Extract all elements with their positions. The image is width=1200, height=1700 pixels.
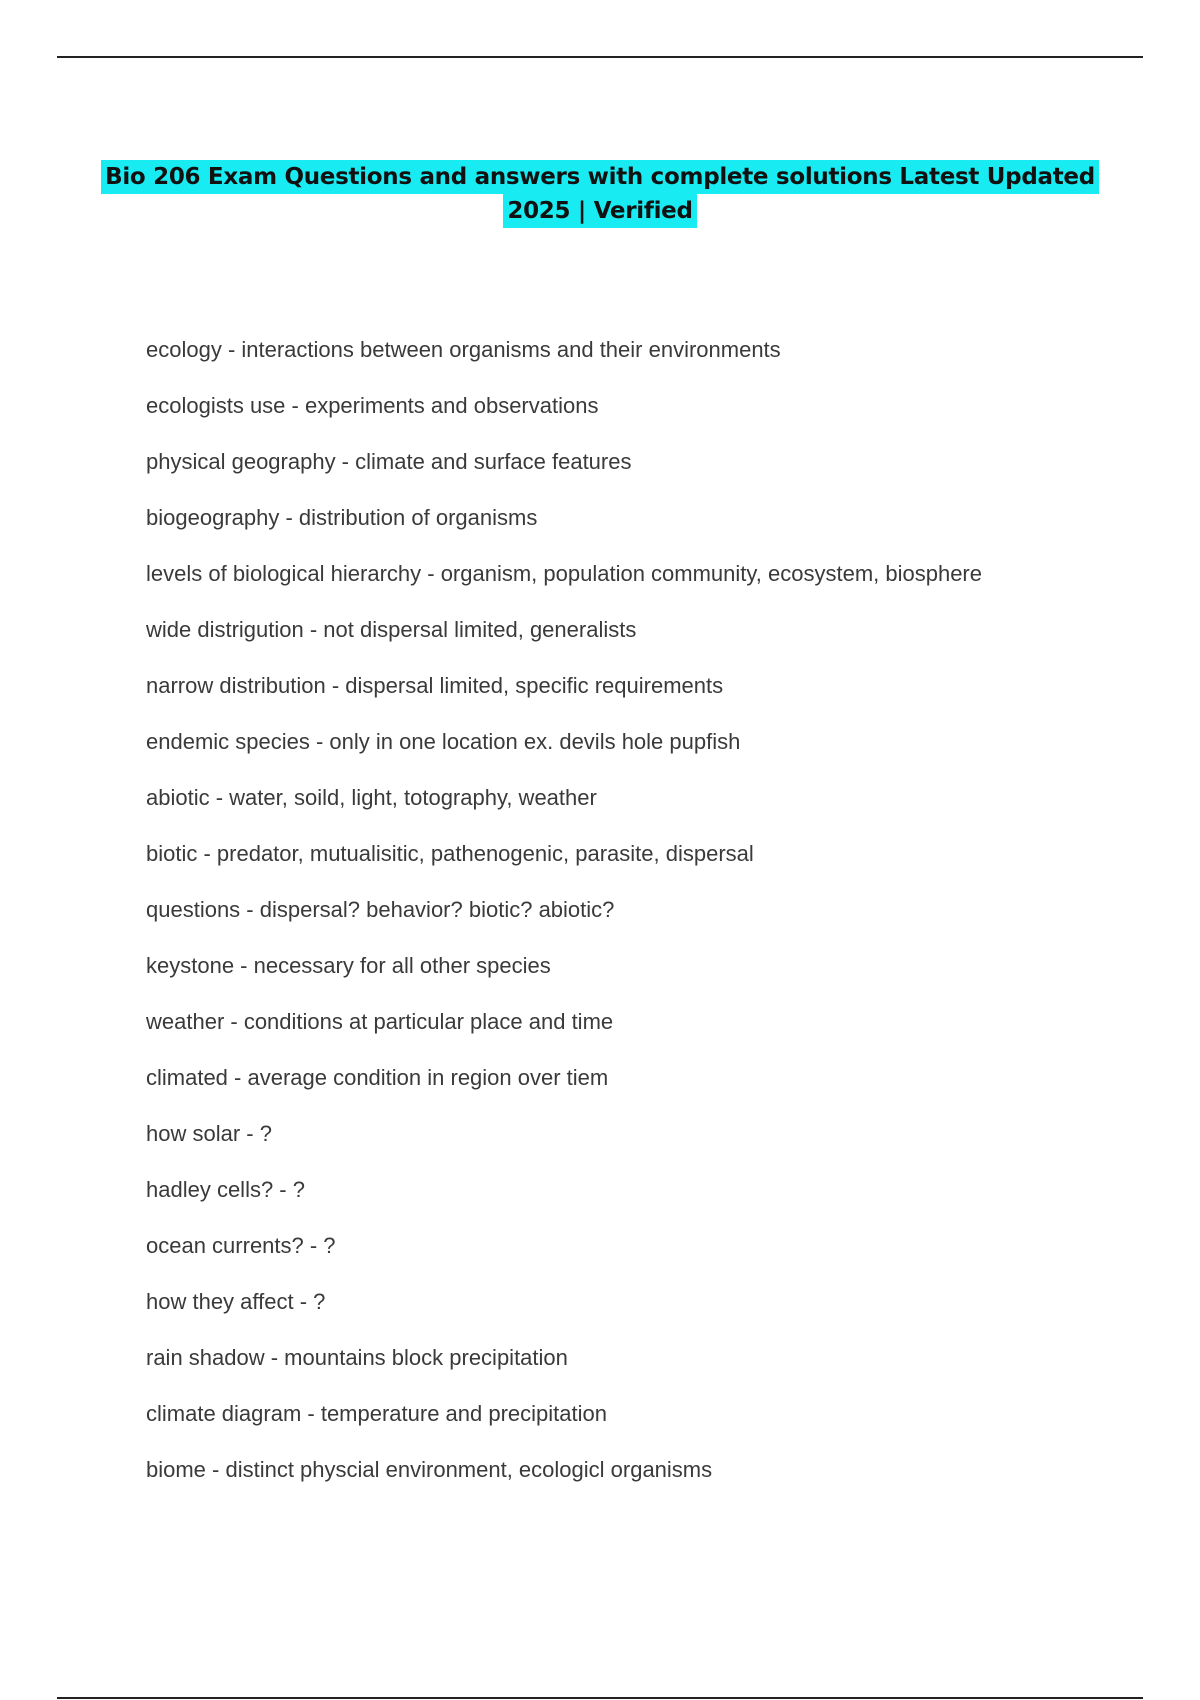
list-item: ocean currents? - ? xyxy=(146,1233,336,1258)
title-line-2: 2025 | Verified xyxy=(503,194,696,228)
list-item: hadley cells? - ? xyxy=(146,1177,305,1202)
list-item: endemic species - only in one location ex. devils hole pupfish xyxy=(146,729,741,754)
list-item: climated - average condition in region over tiem xyxy=(146,1065,609,1090)
qa-list xyxy=(146,333,982,1509)
list-item: questions - dispersal? behavior? biotic? abiotic? xyxy=(146,897,615,922)
list-item: narrow distribution - dispersal limited, specific requirements xyxy=(146,673,724,698)
list-item: physical geography - climate and surface features xyxy=(146,449,632,474)
document-title xyxy=(0,160,1200,228)
list-item: ecologists use - experiments and observations xyxy=(146,393,599,418)
list-item: wide distrigution - not dispersal limited, generalists xyxy=(146,617,637,642)
list-item: keystone - necessary for all other species xyxy=(146,953,551,978)
list-item: rain shadow - mountains block precipitation xyxy=(146,1345,568,1370)
top-rule xyxy=(57,56,1143,58)
list-item: biotic - predator, mutualisitic, pathenogenic, parasite, dispersal xyxy=(146,841,754,866)
list-item: climate diagram - temperature and precipitation xyxy=(146,1401,608,1426)
list-item: weather - conditions at particular place and time xyxy=(146,1009,614,1034)
list-item: biogeography - distribution of organisms xyxy=(146,505,538,530)
bottom-rule xyxy=(57,1697,1143,1699)
title-line-1: Bio 206 Exam Questions and answers with complete solutions Latest Updated xyxy=(101,160,1099,194)
list-item: abiotic - water, soild, light, totography, weather xyxy=(146,785,597,810)
list-item: how solar - ? xyxy=(146,1121,272,1146)
list-item: how they affect - ? xyxy=(146,1289,326,1314)
list-item: levels of biological hierarchy - organism, population community, ecosystem, biosphere xyxy=(146,561,982,586)
list-item: biome - distinct physcial environment, ecologicl organisms xyxy=(146,1457,713,1482)
list-item: ecology - interactions between organisms and their environments xyxy=(146,337,781,362)
